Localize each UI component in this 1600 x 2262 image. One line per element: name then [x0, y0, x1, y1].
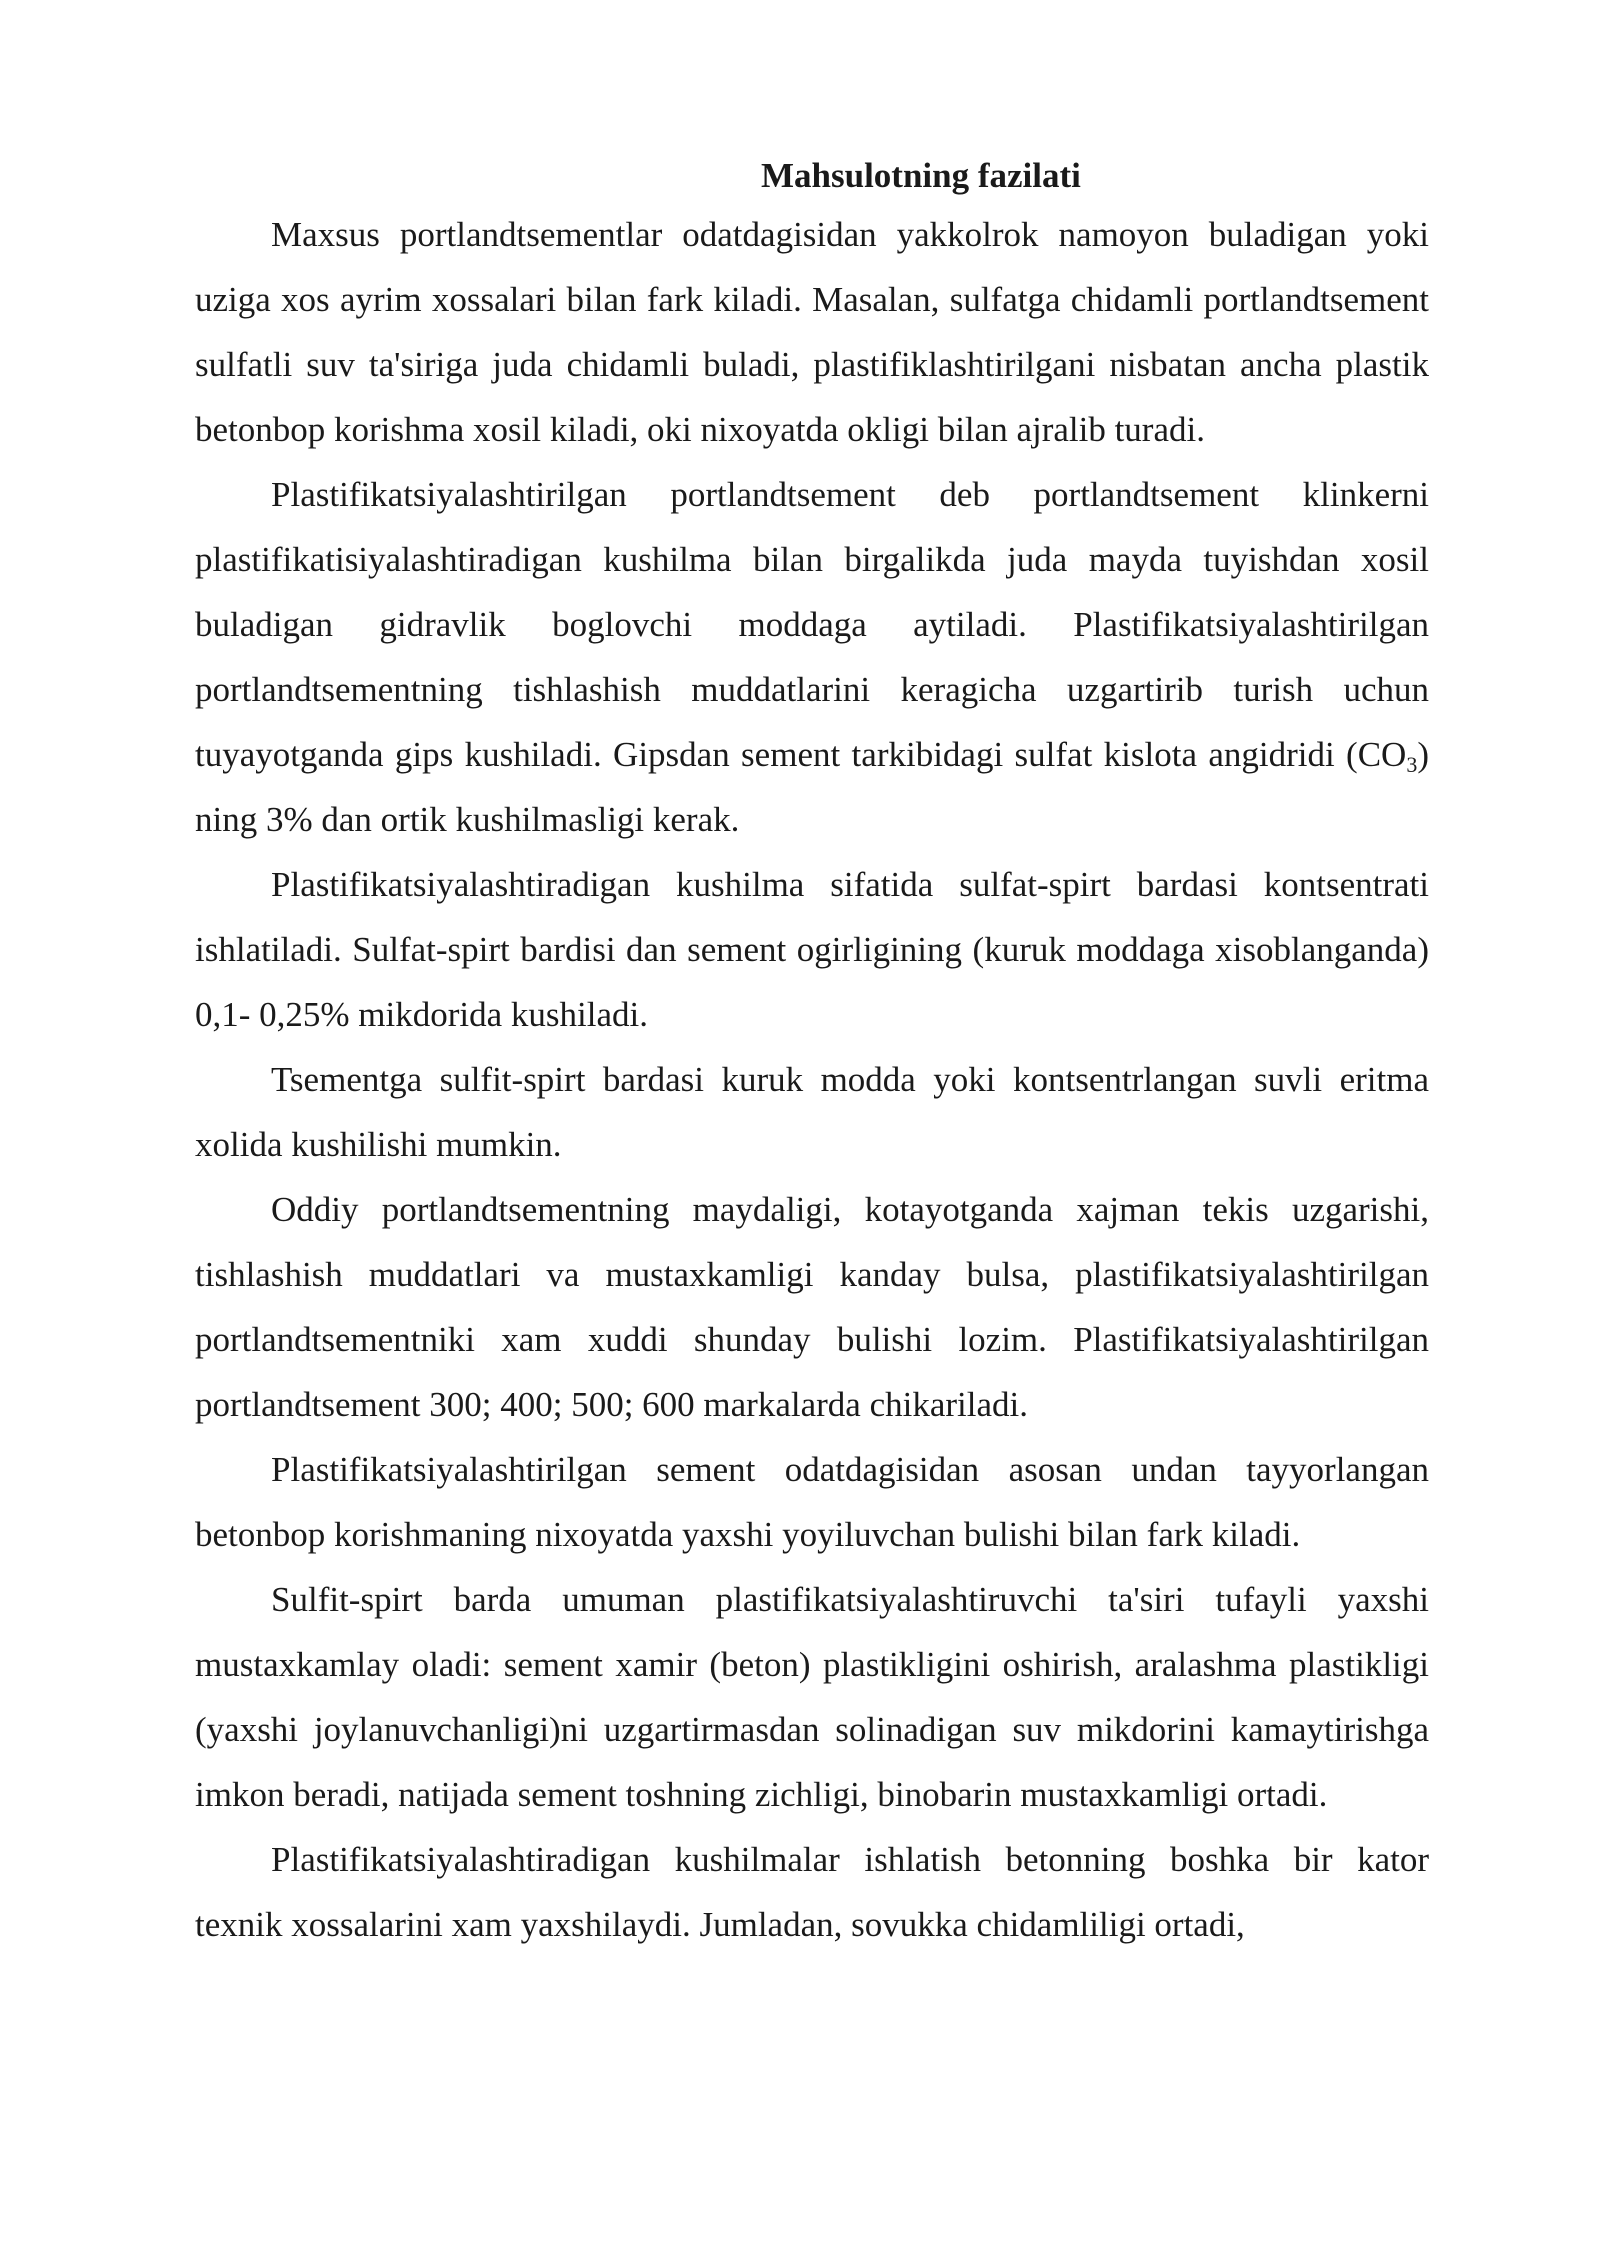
paragraph-2-text: Plastifikatsiyalashtirilgan portlandtsement deb portlandtsement klinkerni plastifikatisiyalashtiradigan kushilma bilan birgalikda juda mayda tuyishdan xosil buladigan gidravlik boglovchi moddaga aytiladi. Plastifikatsiyalashtirilgan portlandtsementning tishlashish muddatlarini keragicha uzgartirib turish uchun tuyayotganda gips kushiladi. Gipsdan sement tarkibidagi sulfat kislota angidridi (CO: [195, 475, 1429, 774]
paragraph-7: Sulfit-spirt barda umuman plastifikatsiyalashtiruvchi ta'siri tufayli yaxshi mustaxkamlay oladi: sement xamir (beton) plastikligini oshirish, aralashma plastikligi (yaxshi joylanuvchanligi)ni uzgartirmasdan solinadigan suv mikdorini kamaytirishga imkon beradi, natijada sement toshning zichligi, binobarin mustaxkamligi ortadi.: [195, 1580, 1429, 1814]
paragraph-4: Tsementga sulfit-spirt bardasi kuruk modda yoki kontsentrlangan suvli eritma xolida kushilishi mumkin.: [195, 1060, 1429, 1164]
paragraph-2-text-end: ) ning 3% dan ortik kushilmasligi kerak.: [195, 735, 1429, 839]
paragraph-5: Oddiy portlandtsementning maydaligi, kotayotganda xajman tekis uzgarishi, tishlashish muddatlari va mustaxkamligi kanday bulsa, plastifikatsiyalashtirilgan portlandtsementniki xam xuddi shunday bulishi lozim. Plastifikatsiyalashtirilgan portlandtsement 300; 400; 500; 600 markalarda chikariladi.: [195, 1190, 1429, 1424]
paragraph-2: [195, 462, 1429, 852]
paragraph-6: Plastifikatsiyalashtirilgan sement odatdagisidan asosan undan tayyorlangan betonbop korishmaning nixoyatda yaxshi yoyiluvchan bulishi bilan fark kiladi.: [195, 1450, 1429, 1554]
paragraph-3: Plastifikatsiyalashtiradigan kushilma sifatida sulfat-spirt bardasi kontsentrati ishlatiladi. Sulfat-spirt bardisi dan sement ogirligining (kuruk moddaga xisoblanganda) 0,1- 0,25% mikdorida kushiladi.: [195, 865, 1429, 1034]
paragraph-1: Maxsus portlandtsementlar odatdagisidan yakkolrok namoyon buladigan yoki uziga xos ayrim xossalari bilan fark kiladi. Masalan, sulfatga chidamli portlandtsement sulfatli suv ta'siriga juda chidamli buladi, plastifiklashtirilgani nisbatan ancha plastik betonbop korishma xosil kiladi, oki nixoyatda okligi bilan ajralib turadi.: [195, 215, 1429, 449]
paragraph-8: Plastifikatsiyalashtiradigan kushilmalar ishlatish betonning boshka bir kator texnik xossalarini xam yaxshilaydi. Jumladan, sovukka chidamliligi ortadi,: [195, 1840, 1429, 1944]
paragraph-2-subscript: 3: [1406, 752, 1418, 777]
document-body: [195, 150, 1429, 1957]
document-title: Mahsulotning fazilati: [761, 156, 1081, 195]
